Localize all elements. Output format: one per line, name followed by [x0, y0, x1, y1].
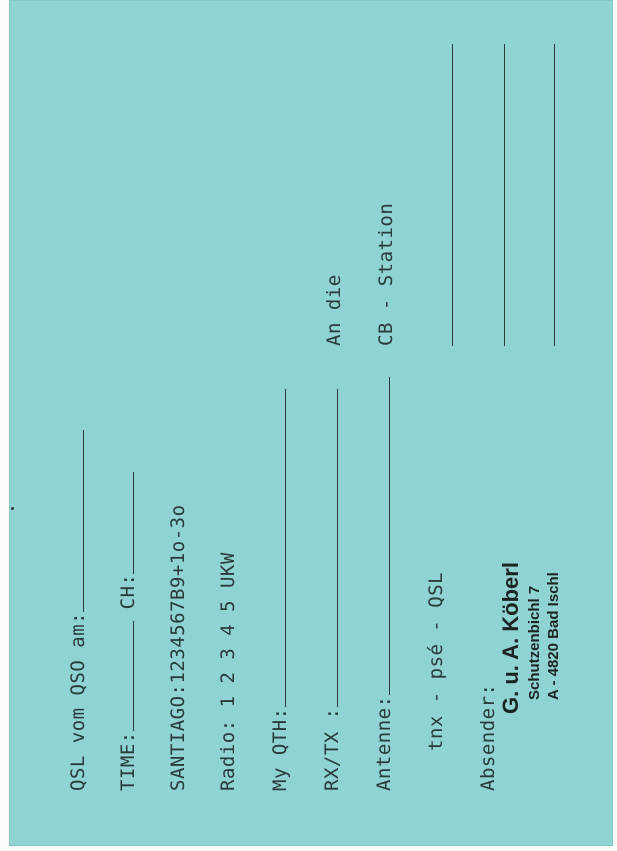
antenne-label: Antenne: — [373, 695, 395, 791]
santiago-line: SANTIAGO:1234567B9+1o-3o — [167, 504, 189, 791]
tnx-line: tnx - psé - QSL — [425, 571, 447, 751]
qth-label: My QTH: — [269, 707, 291, 791]
ch-label: CH: — [117, 573, 139, 610]
qth-line — [269, 389, 291, 791]
rxtx-blank — [321, 389, 338, 707]
sender-stamp — [498, 562, 562, 714]
sender-city: A - 4820 Bad Ischl — [545, 572, 562, 700]
qso-date-blank — [67, 430, 84, 612]
qso-label: QSL vom QSO am: — [67, 611, 89, 791]
absender-label: Absender: — [477, 683, 499, 791]
an-die-label: An die — [323, 274, 345, 346]
address-line-1 — [452, 44, 453, 346]
address-line-2 — [504, 44, 505, 346]
cb-station-label: CB - Station — [375, 202, 397, 346]
card-content — [9, 0, 613, 846]
sender-name: G. u. A. Köberl — [498, 562, 523, 714]
antenne-line — [373, 377, 395, 791]
qth-blank — [269, 389, 286, 707]
rxtx-line — [321, 389, 343, 791]
radio-line: Radio: 1 2 3 4 5 UKW — [217, 552, 239, 791]
ch-blank — [117, 472, 134, 574]
qsl-card — [9, 0, 613, 846]
paper-speck — [11, 507, 14, 510]
sender-street: Schutzenbichl 7 — [526, 585, 543, 700]
rxtx-label: RX/TX : — [321, 707, 343, 791]
antenne-blank — [373, 377, 390, 695]
time-blank — [117, 621, 134, 731]
time-label: TIME: — [117, 731, 139, 791]
address-line-3 — [554, 44, 555, 346]
time-line — [117, 472, 139, 791]
qso-line — [67, 430, 89, 791]
